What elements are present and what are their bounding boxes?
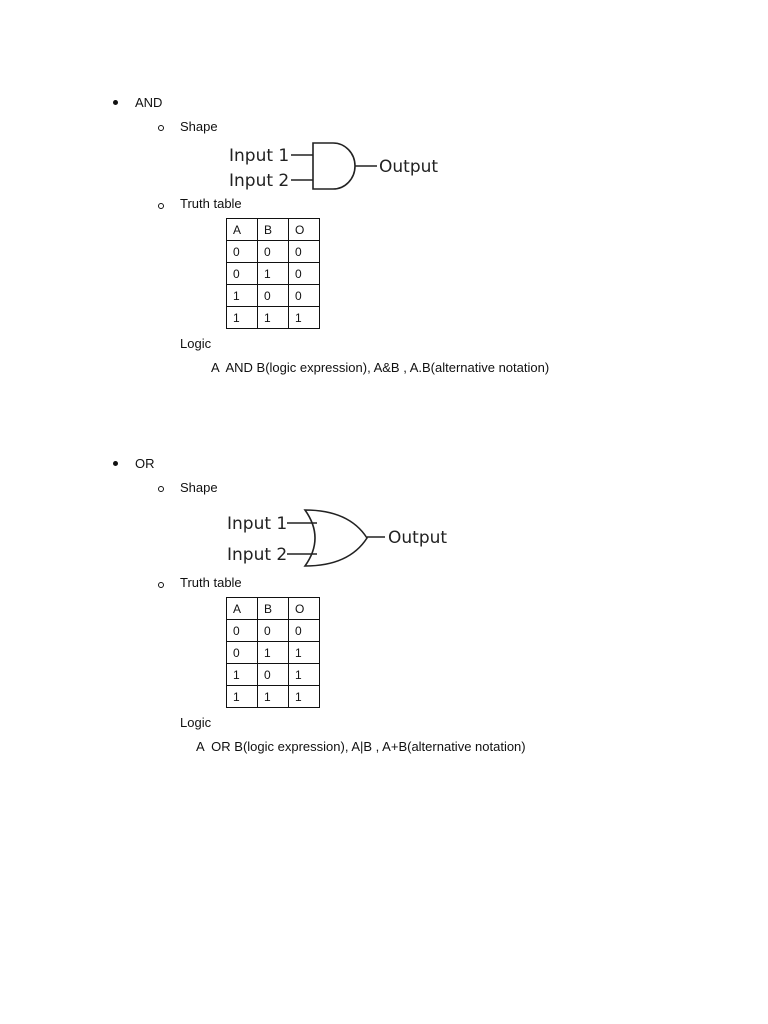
and-truth-table — [226, 218, 320, 329]
table-row — [227, 664, 320, 686]
table-cell: 1 — [227, 664, 258, 686]
table-cell: 0 — [258, 620, 289, 642]
table-cell: 0 — [227, 263, 258, 285]
or-shape-label: Shape — [180, 480, 218, 495]
bullet-icon — [113, 461, 118, 466]
sub-bullet-icon — [158, 582, 164, 588]
and-truth-table-label: Truth table — [180, 196, 242, 211]
or-logic-label: Logic — [180, 715, 212, 730]
or-gate-output-label: Output — [388, 528, 448, 548]
and-gate-diagram — [227, 139, 452, 191]
table-row — [227, 241, 320, 263]
table-cell: 0 — [258, 285, 289, 307]
table-cell: 0 — [258, 664, 289, 686]
table-cell: 1 — [289, 307, 320, 329]
sub-bullet-icon — [158, 486, 164, 492]
table-cell: 0 — [289, 263, 320, 285]
or-truth-table-label: Truth table — [180, 575, 242, 590]
table-cell: 1 — [227, 686, 258, 708]
and-gate-input2-label: Input 2 — [229, 171, 290, 191]
table-header-cell: B — [258, 219, 289, 241]
or-gate-diagram — [225, 504, 457, 568]
table-cell: 0 — [289, 285, 320, 307]
table-cell: 1 — [258, 642, 289, 664]
table-row — [227, 219, 320, 241]
table-cell: 1 — [289, 642, 320, 664]
sub-bullet-icon — [158, 203, 164, 209]
and-gate-input1-label: Input 1 — [229, 146, 290, 166]
table-row — [227, 307, 320, 329]
table-header-cell: A — [227, 219, 258, 241]
table-cell: 1 — [258, 686, 289, 708]
table-cell: 0 — [227, 241, 258, 263]
table-row — [227, 263, 320, 285]
table-row — [227, 642, 320, 664]
and-gate-body — [313, 143, 355, 189]
or-logic-expression: A OR B(logic expression), A|B , A+B(alternative notation) — [196, 739, 526, 754]
table-cell: 1 — [258, 263, 289, 285]
table-header-cell: B — [258, 598, 289, 620]
and-logic-label: Logic — [180, 336, 212, 351]
table-cell: 1 — [289, 664, 320, 686]
table-row — [227, 620, 320, 642]
or-gate-input2-label: Input 2 — [227, 545, 288, 565]
table-cell: 0 — [289, 620, 320, 642]
or-truth-table — [226, 597, 320, 708]
table-row — [227, 686, 320, 708]
bullet-icon — [113, 100, 118, 105]
table-cell: 1 — [289, 686, 320, 708]
table-row — [227, 598, 320, 620]
table-cell: 1 — [227, 285, 258, 307]
table-row — [227, 285, 320, 307]
sub-bullet-icon — [158, 125, 164, 131]
or-gate-body — [305, 510, 367, 566]
table-header-cell: O — [289, 598, 320, 620]
table-header-cell: A — [227, 598, 258, 620]
and-heading: AND — [135, 95, 163, 110]
or-gate-input1-label: Input 1 — [227, 514, 288, 534]
table-cell: 1 — [227, 307, 258, 329]
table-cell: 1 — [258, 307, 289, 329]
table-cell: 0 — [258, 241, 289, 263]
table-header-cell: O — [289, 219, 320, 241]
and-gate-output-label: Output — [379, 157, 439, 177]
and-shape-label: Shape — [180, 119, 218, 134]
or-heading: OR — [135, 456, 155, 471]
and-logic-expression: A AND B(logic expression), A&B , A.B(alternative notation) — [211, 360, 550, 375]
table-cell: 0 — [227, 620, 258, 642]
table-cell: 0 — [289, 241, 320, 263]
table-cell: 0 — [227, 642, 258, 664]
